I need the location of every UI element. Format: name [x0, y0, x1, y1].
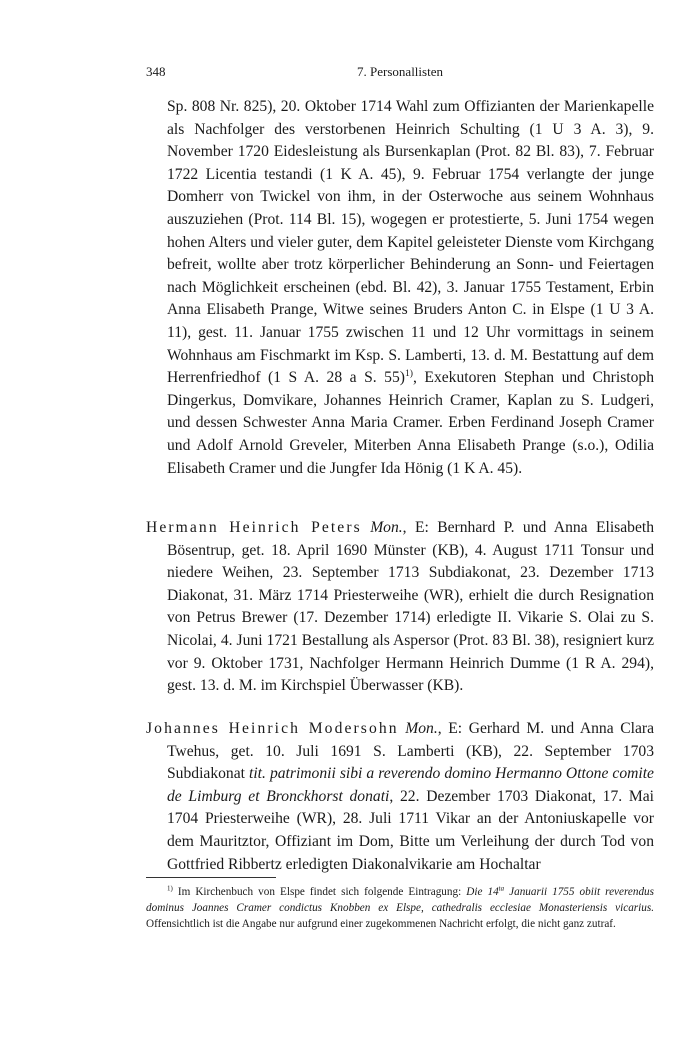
footnote-rule: [146, 877, 276, 878]
continuation-text: Sp. 808 Nr. 825), 20. Oktober 1714 Wahl zum Offizianten der Marienkapelle als Nachfolger des verstorbenen Heinrich Schulting (1 U 3 A. 3), 9. November 1720 Eidesleistung als Bursenkaplan (Prot. 82 Bl. 83), 7. Februar 1722 Licentia testandi (1 K A. 45), 9. Februar 1754 verlangte der junge Domherr von Twickel von ihm, in der Osterwoche aus seinem Wohnhaus auszuziehen (Prot. 114 Bl. 15), wogegen er protestierte, 5. Juni 1754 wegen hohen Alters und vieler guter, dem Kapitel geleisteter Dienste vom Kirchgang befreit, wollte aber trotz körperlicher Behinderung an Sonn- und Feiertagen nach Möglichkeit erscheinen (ebd. Bl. 42), 3. Januar 1755 Testament, Erbin Anna Elisabeth Prange, Witwe seines Bruders Anton C. in Elspe (1 U 3 A. 11), gest. 11. Januar 1755 zwischen 11 und 12 Uhr vormittags in seinem Wohnhaus am Fischmarkt im Ksp. S. Lamberti, 13. d. M. Bestattung auf dem Herrenfriedhof (1 S A. 28 a S. 55): [167, 98, 654, 387]
footnote-text-b: Offensichtlich ist die Angabe nur aufgrund einer zugekommenen Nachricht erfolgt, die nicht ganz zutraf.: [146, 918, 616, 930]
entry-text-a: , E: Gerhard M. und Anna Clara Twehus, get. 10. Juli 1691 S. Lamberti (KB), 22. September 1703 Subdiakonat: [167, 720, 654, 783]
footnote-reference: 1): [404, 367, 414, 379]
entry-text-b: , 22. Dezember 1703 Diakonat, 17. Mai 1704 Priesterweihe (WR), 28. Juli 1711 Vikar an der Antoniuskapelle vor dem Mauritztor, Offiziant im Dom, Bitte um Verleihung der durch Tod von Gottfried Ribbertz erledigten Diakonalvikarie am Hochaltar: [167, 787, 654, 873]
footnote-italic-b: Januarii 1755 obiit reverendus dominus Joannes Cramer condictus Knobben ex Elspe, cathedralis ecclesiae Monasteriensis vicarius.: [146, 886, 654, 914]
entry-name: Hermann Heinrich Peters: [146, 519, 362, 536]
entry-peters: [146, 517, 654, 698]
entry-status: Mon.: [370, 519, 403, 536]
continuation-paragraph: [146, 96, 654, 480]
page-number: 348: [146, 64, 166, 79]
continuation-text-after: , Exekutoren Stephan und Christoph Dingerkus, Domvikare, Johannes Heinrich Cramer, Kaplan zu S. Ludgeri, und dessen Schwester Anna Maria Cramer. Erben Ferdinand Joseph Cramer und Adolf Arnold Greveler, Miterben Anna Elisabeth Prange (s.o.), Odilia Elisabeth Cramer und die Jungfer Ida Hönig (1 K A. 45).: [167, 369, 655, 477]
entry-italic-title: tit. patrimonii sibi a reverendo domino Hermanno Ottone comite de Limburg et Bronckhorst donati: [167, 765, 654, 805]
footnote-text-a: Im Kirchenbuch von Elspe findet sich folgende Eintragung:: [172, 886, 467, 898]
footnote: [146, 884, 654, 932]
entry-name: Johannes Heinrich Modersohn: [146, 720, 399, 737]
running-title: 7. Personallisten: [357, 64, 443, 79]
entry-modersohn: [146, 718, 654, 876]
footnote-italic-a: Die 14: [466, 886, 499, 898]
footnote-sup: ta: [498, 884, 505, 893]
footnote-mark: 1): [167, 884, 173, 893]
entry-text: , E: Bernhard P. und Anna Elisabeth Bösentrup, get. 18. April 1690 Münster (KB), 4. August 1711 Tonsur und niedere Weihen, 23. September 1713 Subdiakonat, 23. Dezember 1713 Diakonat, 31. März 1714 Priesterweihe (WR), erhielt die durch Resignation von Petrus Brewer (17. Dezember 1714) erledigte II. Vikarie S. Olai zu S. Nicolai, 4. Juni 1721 Bestallung als Aspersor (Prot. 83 Bl. 38), resigniert kurz vor 9. Oktober 1731, Nachfolger Hermann Heinrich Dumme (1 R A. 294), gest. 13. d. M. im Kirchspiel Überwasser (KB).: [167, 519, 655, 695]
entry-status: Mon.: [405, 720, 438, 737]
